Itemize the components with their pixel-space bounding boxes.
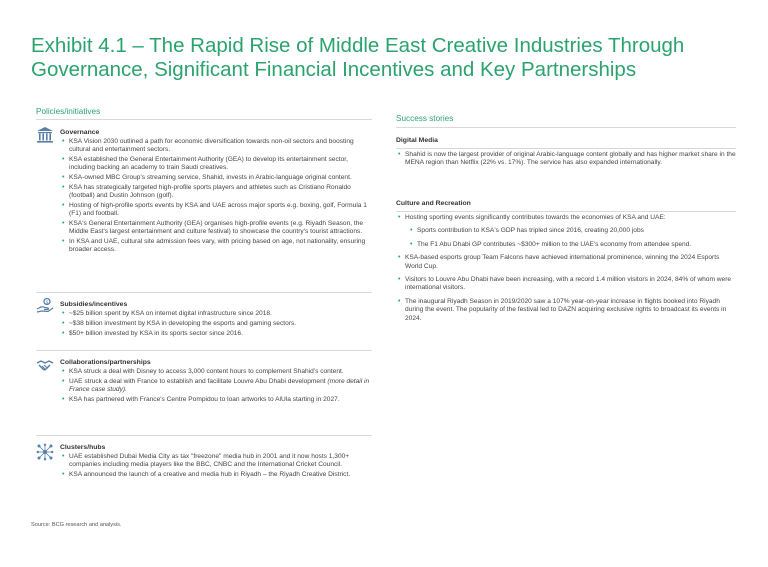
handshake-icon bbox=[36, 357, 54, 375]
digital-media-section bbox=[396, 137, 736, 170]
list-item: • Shahid is now the largest provider of original Arabic-language content globally and has higher market share in the MENA region than Netflix (22% vs. 17%). The service has also expanded internationally. bbox=[396, 151, 736, 168]
governance-title: Governance bbox=[60, 129, 100, 136]
right-divider bbox=[396, 211, 736, 212]
clusters-list bbox=[60, 453, 375, 479]
list-item: • KSA announced the launch of a creative and media hub in Riyadh – the Riyadh Creative District. bbox=[60, 471, 375, 479]
list-item: • In KSA and UAE, cultural site admission fees vary, with pricing based on age, not nationality, ensuring broader access. bbox=[60, 238, 375, 254]
left-divider bbox=[36, 119, 372, 120]
list-item: • Visitors to Louvre Abu Dhabi have been increasing, with a record 1.4 million visitors in 2024, 84% of whom were international visitors. bbox=[396, 276, 736, 293]
title-line-1: Exhibit 4.1 – The Rapid Rise of Middle East Creative Industries Through bbox=[31, 34, 685, 57]
list-item: • KSA's General Entertainment Authority (GEA) organises high-profile events (e.g. Riyadh Season, the Middle East's largest entertainment and culture festival) to showcase the country's tourist attractions. bbox=[60, 220, 375, 236]
case-study-note: (more detail in France case study). bbox=[69, 377, 370, 393]
culture-list bbox=[396, 214, 736, 323]
success-stories-header: Success stories bbox=[396, 114, 454, 123]
list-item: • Hosting of high-profile sports events by KSA and UAE across major sports e.g. boxing, golf, Formula 1 (F1) and football. bbox=[60, 202, 375, 218]
network-hub-icon bbox=[36, 443, 54, 461]
governance-list bbox=[60, 138, 375, 254]
governance-section bbox=[60, 128, 375, 256]
hand-coins-icon bbox=[36, 297, 54, 315]
list-item: • KSA-based esports group Team Falcons have achieved international prominence, winning the 2024 Esports World Cup. bbox=[396, 254, 736, 271]
left-divider bbox=[36, 435, 372, 436]
list-item bbox=[60, 378, 375, 394]
exhibit-title bbox=[31, 34, 751, 82]
right-divider bbox=[396, 127, 736, 128]
list-item: • ~$25 billion spent by KSA on internet digital infrastructure since 2018. bbox=[60, 310, 375, 318]
right-divider bbox=[396, 148, 736, 149]
collaborations-title: Collaborations/partnerships bbox=[60, 359, 151, 366]
list-item: • UAE established Dubai Media City as tax "freezone" media hub in 2001 and it now hosts 1,300+ companies including media players like the BBC, CNBC and the International Cricket Council. bbox=[60, 453, 375, 469]
government-building-icon bbox=[36, 126, 54, 144]
list-item: • KSA-owned MBC Group's streaming service, Shahid, invests in Arabic-language original content. bbox=[60, 174, 375, 182]
list-item: • ~$38 billion investment by KSA in developing the esports and gaming sectors. bbox=[60, 320, 375, 328]
list-item: • KSA Vision 2030 outlined a path for economic diversification towards non-oil sectors and boosting cultural and entertainment sectors. bbox=[60, 138, 375, 154]
collaborations-list bbox=[60, 368, 375, 404]
list-item: • KSA has partnered with France's Centre Pompidou to loan artworks to AlUla starting in 2027. bbox=[60, 396, 375, 404]
clusters-section bbox=[60, 443, 375, 481]
digital-media-list bbox=[396, 151, 736, 168]
subsidies-section bbox=[45, 300, 375, 340]
list-item-text: UAE struck a deal with France to establish and facilitate Louvre Abu Dhabi development bbox=[69, 377, 328, 385]
sub-list-item: • Sports contribution to KSA's GDP has tripled since 2016, creating 20,000 jobs bbox=[396, 227, 736, 235]
policies-header: Policies/initiatives bbox=[36, 107, 101, 116]
list-item: • KSA established the General Entertainment Authority (GEA) to develop its entertainment sector, including backing an academy to train Saudi creatives. bbox=[60, 156, 375, 172]
clusters-title: Clusters/hubs bbox=[60, 444, 106, 451]
sub-list-item: • The F1 Abu Dhabi GP contributes ~$300+ million to the UAE's economy from attendee spend. bbox=[396, 241, 736, 249]
list-item: • Hosting sporting events significantly contributes towards the economies of KSA and UAE: bbox=[396, 214, 736, 222]
left-divider bbox=[36, 292, 372, 293]
list-item: • KSA has strategically targeted high-profile sports players and athletes such as Cristiano Ronaldo (football) and Dustin Johnson (golf). bbox=[60, 184, 375, 200]
left-divider bbox=[36, 350, 372, 351]
list-item: • The inaugural Riyadh Season in 2019/2020 saw a 107% year-on-year increase in flights booked into Riyadh during the event. The popularity of the festival led to DAZN acquiring exclusive rights to broadcast its events in 2024. bbox=[396, 298, 736, 323]
collaborations-section bbox=[60, 358, 375, 406]
digital-media-title: Digital Media bbox=[396, 137, 438, 144]
subsidies-list bbox=[60, 310, 375, 338]
list-item: • KSA struck a deal with Disney to access 3,000 content hours to complement Shahid's content. bbox=[60, 368, 375, 376]
subsidies-title: Subsidies/incentives bbox=[60, 301, 128, 308]
culture-title: Culture and Recreation bbox=[396, 200, 471, 207]
culture-section bbox=[396, 200, 736, 325]
svg-text:$: $ bbox=[45, 300, 49, 306]
list-item: • $50+ billion invested by KSA in its sports sector since 2016. bbox=[60, 330, 375, 338]
title-line-2: Governance, Significant Financial Incentives and Key Partnerships bbox=[31, 58, 637, 81]
source-note: Source: BCG research and analysis. bbox=[31, 522, 122, 528]
